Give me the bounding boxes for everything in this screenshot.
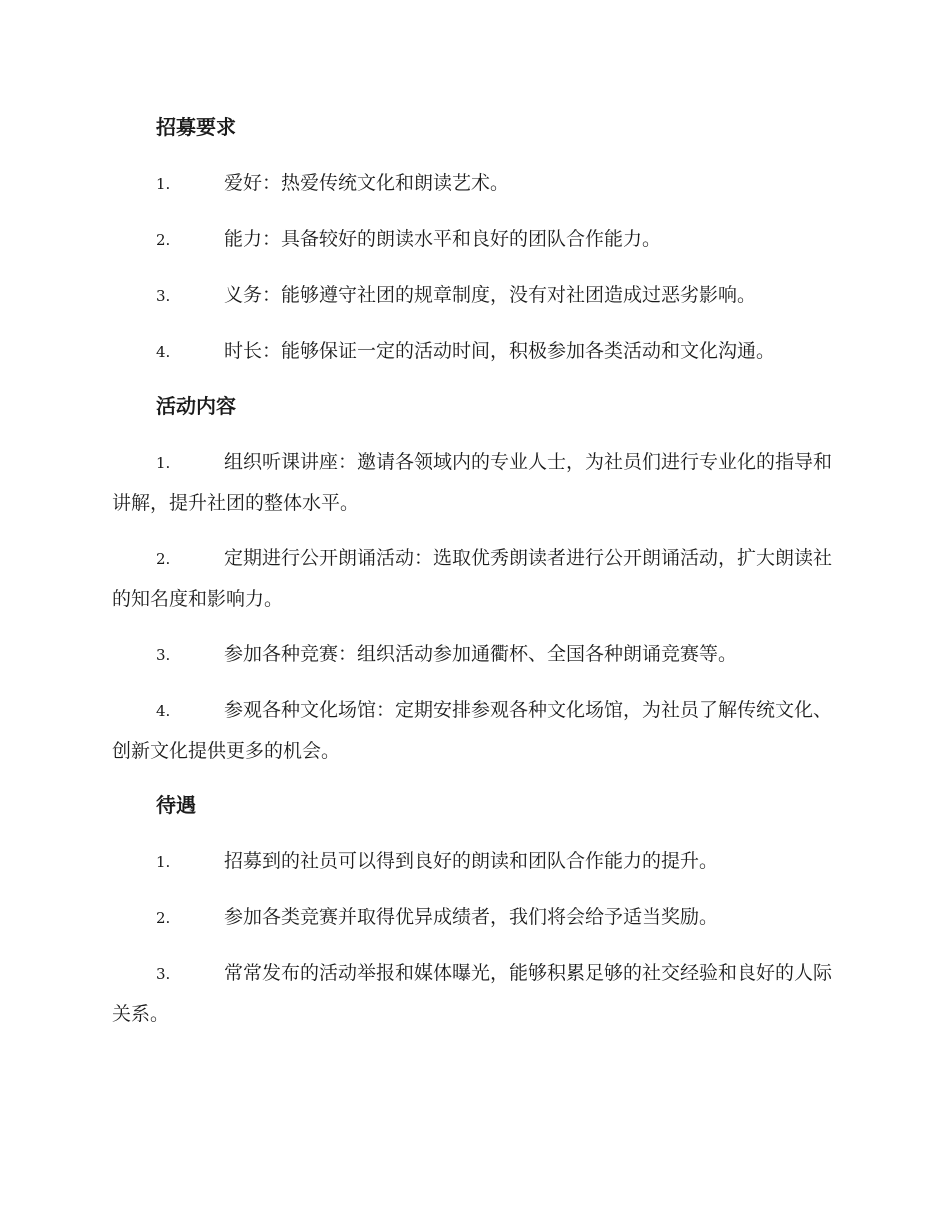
list-item bbox=[112, 538, 832, 619]
item-text: 定期进行公开朗诵活动：选取优秀朗读者进行公开朗诵活动，扩大朗读社的知名度和影响力。 bbox=[112, 547, 833, 610]
item-text: 能力：具备较好的朗读水平和良好的团队合作能力。 bbox=[224, 228, 662, 250]
section-recruitment-requirements bbox=[112, 108, 832, 372]
item-text: 时长：能够保证一定的活动时间，积极参加各类活动和文化沟通。 bbox=[224, 340, 776, 362]
item-number: 3. bbox=[156, 287, 171, 305]
item-number: 4. bbox=[156, 702, 171, 720]
section-heading: 活动内容 bbox=[156, 394, 236, 418]
item-number: 2. bbox=[156, 909, 171, 927]
item-number: 2. bbox=[156, 231, 171, 249]
item-number: 2. bbox=[156, 550, 171, 568]
benefits-list bbox=[112, 841, 832, 1034]
item-number: 1. bbox=[156, 175, 171, 193]
section-heading: 招募要求 bbox=[156, 115, 236, 139]
list-item bbox=[112, 841, 832, 882]
item-number: 1. bbox=[156, 853, 171, 871]
item-number: 3. bbox=[156, 646, 171, 664]
list-item bbox=[112, 442, 832, 523]
section-heading: 待遇 bbox=[156, 793, 196, 817]
item-text: 爱好：热爱传统文化和朗读艺术。 bbox=[224, 172, 510, 194]
item-number: 4. bbox=[156, 343, 171, 361]
list-item bbox=[112, 163, 832, 204]
list-item bbox=[112, 634, 832, 675]
list-item bbox=[112, 219, 832, 260]
list-item bbox=[112, 275, 832, 316]
item-number: 1. bbox=[156, 454, 171, 472]
item-text: 招募到的社员可以得到良好的朗读和团队合作能力的提升。 bbox=[224, 850, 719, 872]
list-item bbox=[112, 331, 832, 372]
item-text: 常常发布的活动举报和媒体曝光，能够积累足够的社交经验和良好的人际关系。 bbox=[112, 962, 833, 1025]
item-text: 组织听课讲座：邀请各领域内的专业人士，为社员们进行专业化的指导和讲解，提升社团的整体水平。 bbox=[112, 451, 833, 514]
requirements-list bbox=[112, 163, 832, 372]
list-item bbox=[112, 690, 832, 771]
section-benefits bbox=[112, 786, 832, 1034]
item-text: 参观各种文化场馆：定期安排参观各种文化场馆，为社员了解传统文化、创新文化提供更多的机会。 bbox=[112, 699, 833, 762]
activities-list bbox=[112, 442, 832, 771]
list-item bbox=[112, 897, 832, 938]
list-item bbox=[112, 953, 832, 1034]
section-activity-content bbox=[112, 387, 832, 771]
item-text: 义务：能够遵守社团的规章制度，没有对社团造成过恶劣影响。 bbox=[224, 284, 757, 306]
item-text: 参加各类竞赛并取得优异成绩者，我们将会给予适当奖励。 bbox=[224, 906, 719, 928]
item-number: 3. bbox=[156, 965, 171, 983]
item-text: 参加各种竞赛：组织活动参加通衢杯、全国各种朗诵竞赛等。 bbox=[224, 643, 738, 665]
